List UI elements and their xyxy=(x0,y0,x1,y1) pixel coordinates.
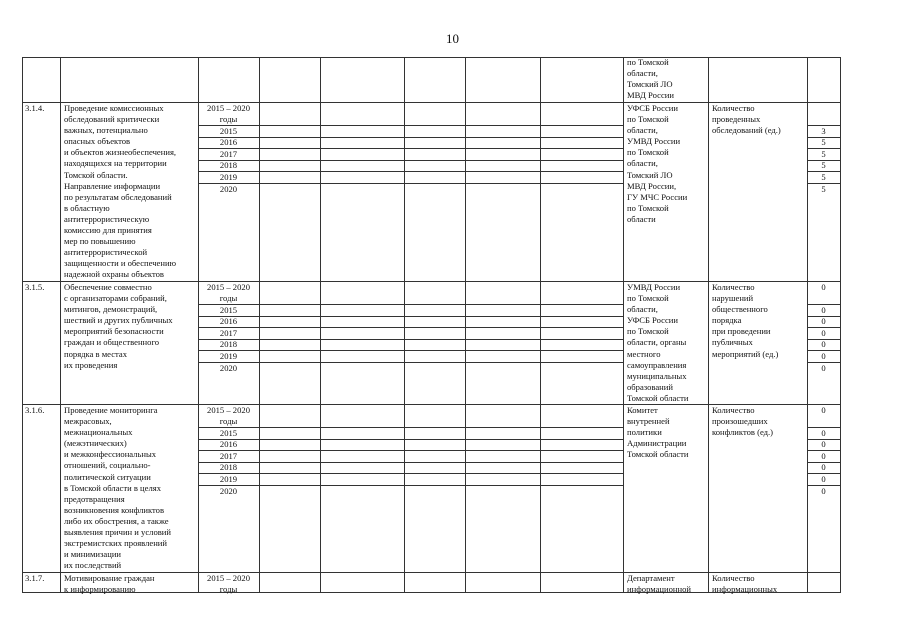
year-2016: 2016 xyxy=(219,137,238,147)
value-cell: 0 xyxy=(821,474,826,484)
year-2018: 2018 xyxy=(219,339,238,349)
year-2016: 2016 xyxy=(219,439,238,449)
year-2020: 2020 xyxy=(219,363,238,373)
row-executor-3-1-5: УМВД России по Томской области, УФСБ России по Томской области, органы местного самоуправления муниципальных образований Томской области xyxy=(627,282,689,403)
program-table xyxy=(22,57,841,593)
value-cell: 5 xyxy=(821,160,826,170)
row-num-3-1-4: 3.1.4. xyxy=(25,103,45,113)
year-2018: 2018 xyxy=(219,160,238,170)
value-cell: 5 xyxy=(821,172,826,182)
row-num-3-1-7: 3.1.7. xyxy=(25,573,45,583)
row-title-3-1-6: Проведение мониторинга межрасовых, межнациональных (межэтнических) и межконфессиональных отношений, социально- политической ситуации в Томской области в целях предотвращения возникновения конфликтов либо их обострения, а также выявления причин и условий экстремистских проявлений и минимизации их последствий xyxy=(64,405,171,571)
year-2017: 2017 xyxy=(219,451,238,461)
top-row-executor: по Томской области, Томский ЛО МВД России xyxy=(627,57,674,101)
value-cell: 0 xyxy=(821,451,826,461)
year-2015: 2015 xyxy=(219,305,238,315)
value-cell: 0 xyxy=(821,328,826,338)
page-number: 10 xyxy=(446,31,459,46)
row-title-3-1-5: Обеспечение совместно с организаторами собраний, митингов, демонстраций, шествий и других публичных мероприятий безопасности граждан и общественного порядка в местах их проведения xyxy=(64,282,173,370)
value-cell: 0 xyxy=(821,282,826,292)
row-title-3-1-7: Мотивирование граждан к информированию xyxy=(64,573,155,595)
year-2019: 2019 xyxy=(219,474,238,484)
row-indicator-3-1-4: Количество проведенных обследований (ед.) xyxy=(712,103,781,136)
value-cell: 0 xyxy=(821,462,826,472)
value-cell: 0 xyxy=(821,486,826,496)
year-2019: 2019 xyxy=(219,351,238,361)
row-indicator-3-1-6: Количество произошедших конфликтов (ед.) xyxy=(712,405,774,438)
year-2018: 2018 xyxy=(219,462,238,472)
row-period-3-1-6: 2015 – 2020 годы xyxy=(207,405,250,427)
row-indicator-3-1-5: Количество нарушений общественного порядка при проведении публичных мероприятий (ед.) xyxy=(712,282,779,359)
year-2015: 2015 xyxy=(219,126,238,136)
row-period-3-1-5: 2015 – 2020 годы xyxy=(207,282,250,304)
value-cell: 0 xyxy=(821,339,826,349)
value-cell: 0 xyxy=(821,316,826,326)
value-cell: 0 xyxy=(821,439,826,449)
year-2020: 2020 xyxy=(219,486,238,496)
value-cell: 5 xyxy=(821,184,826,194)
value-cell: 0 xyxy=(821,351,826,361)
year-2020: 2020 xyxy=(219,184,238,194)
row-executor-3-1-7: Департамент информационной xyxy=(627,573,692,595)
value-cell: 0 xyxy=(821,428,826,438)
year-2016: 2016 xyxy=(219,316,238,326)
row-executor-3-1-4: УФСБ России по Томской области, УМВД России по Томской области, Томский ЛО МВД России, ГУ МЧС России по Томской области xyxy=(627,103,688,224)
year-2017: 2017 xyxy=(219,328,238,338)
year-2017: 2017 xyxy=(219,149,238,159)
row-period-3-1-4: 2015 – 2020 годы xyxy=(207,103,250,125)
value-cell: 3 xyxy=(821,126,826,136)
value-cell: 0 xyxy=(821,305,826,315)
value-cell: 0 xyxy=(821,405,826,415)
row-executor-3-1-6: Комитет внутренней политики Администрации Томской области xyxy=(627,405,689,460)
year-2015: 2015 xyxy=(219,428,238,438)
value-cell: 5 xyxy=(821,149,826,159)
row-num-3-1-5: 3.1.5. xyxy=(25,282,45,292)
value-cell: 5 xyxy=(821,137,826,147)
value-cell: 0 xyxy=(821,363,826,373)
row-period-3-1-7: 2015 – 2020 годы xyxy=(207,573,250,595)
row-indicator-3-1-7: Количество информационных xyxy=(712,573,778,595)
year-2019: 2019 xyxy=(219,172,238,182)
row-num-3-1-6: 3.1.6. xyxy=(25,405,45,415)
row-title-3-1-4: Проведение комиссионных обследований критически важных, потенциально опасных объектов и объектов жизнеобеспечения, находящихся на территории Томской области. Направление информации по результатам обследований в областную антитеррористическую комиссию для принятия мер по повышению антитеррористической защищенности и обеспечению надежной охраны объектов xyxy=(64,103,177,280)
